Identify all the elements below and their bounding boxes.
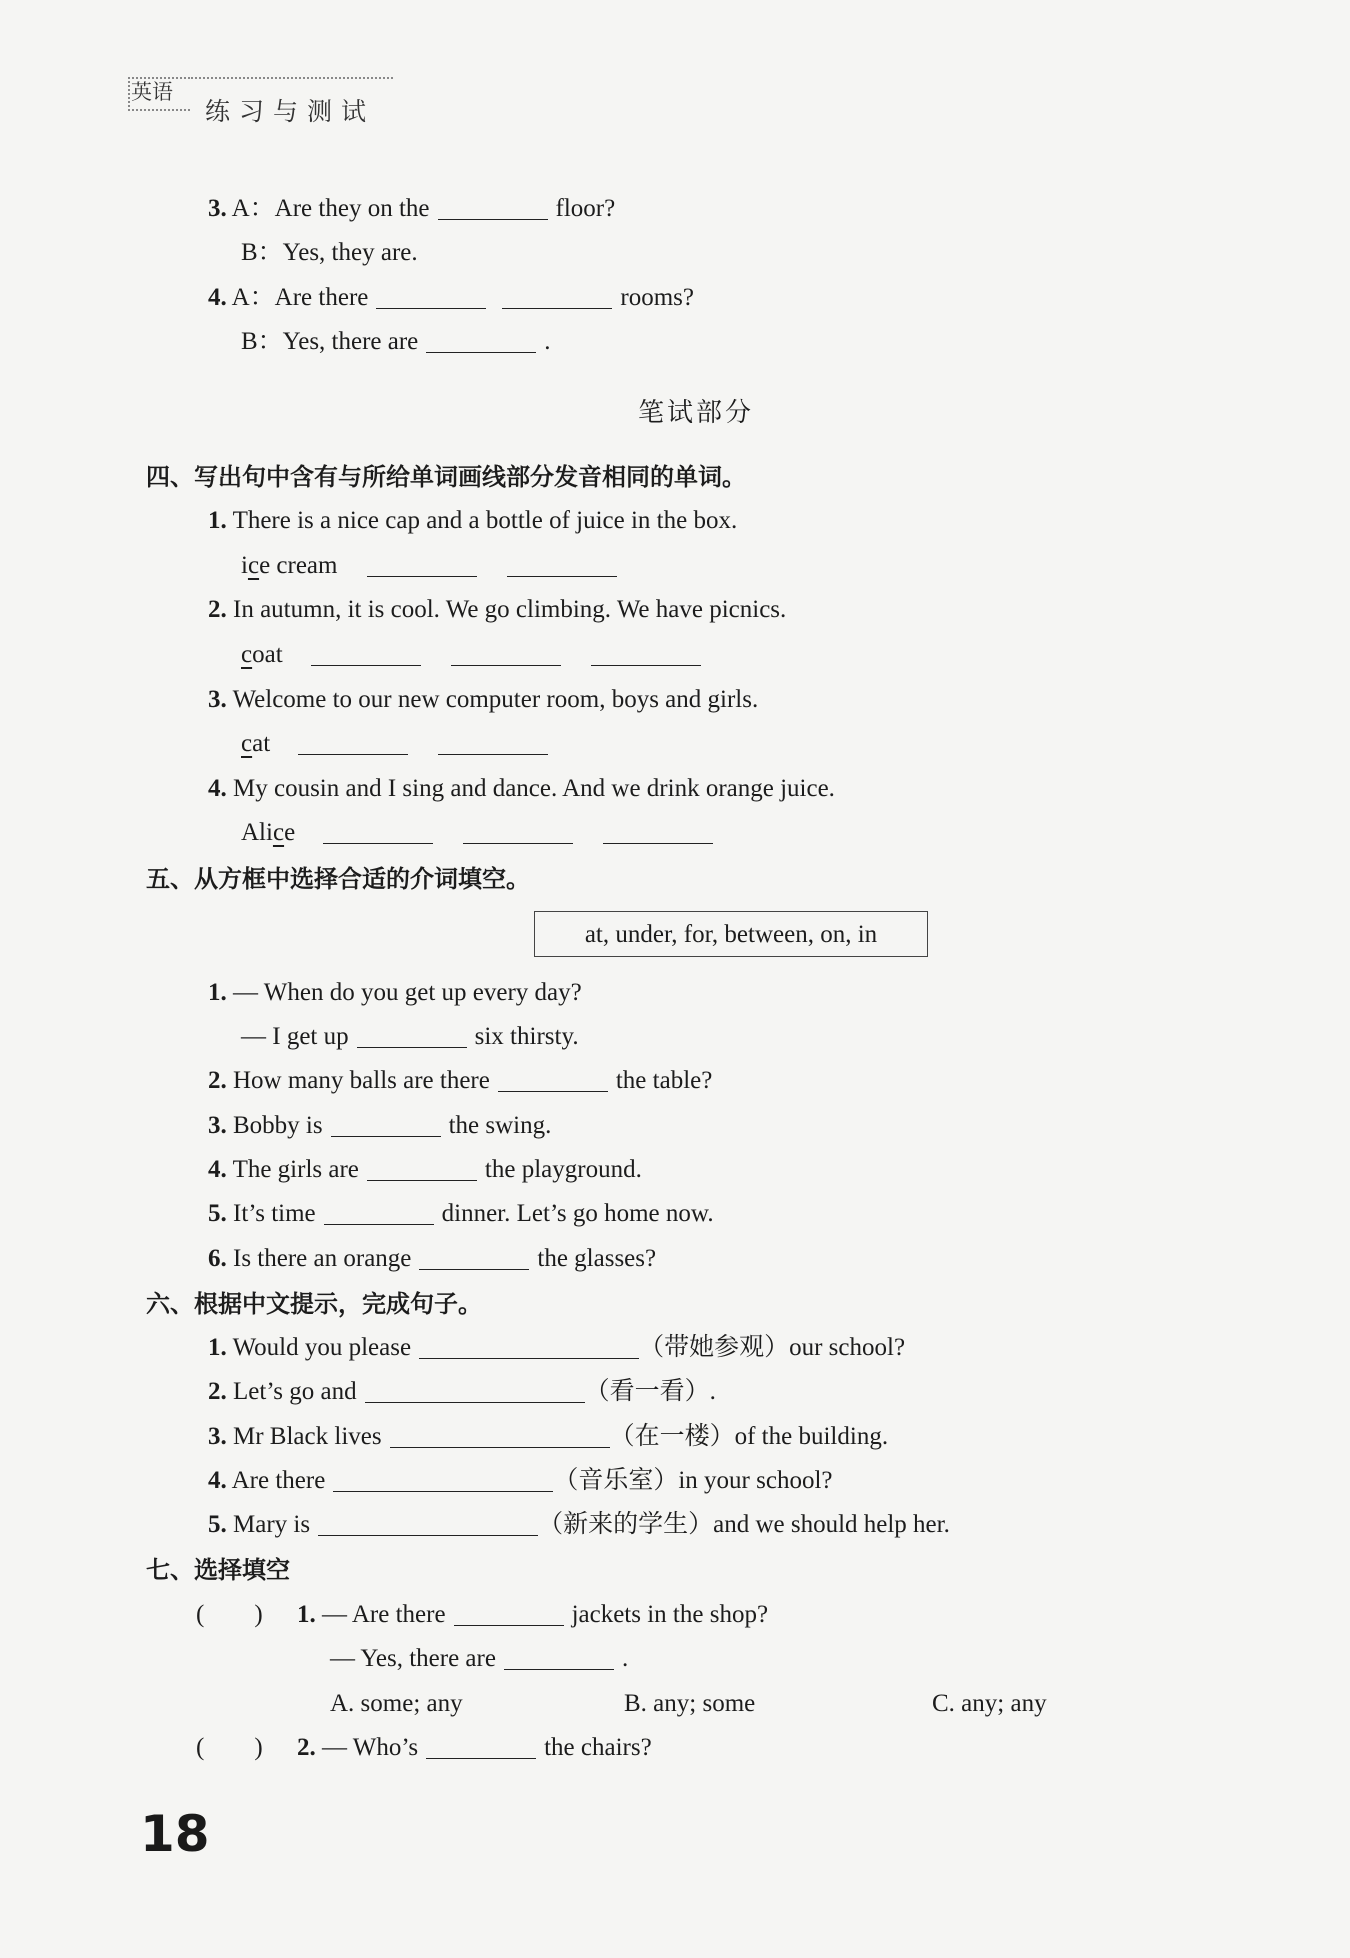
answer-blank[interactable] [367, 1158, 477, 1181]
page-number: 18 [140, 1805, 210, 1863]
answer-blank[interactable] [390, 1425, 610, 1448]
written-section-title: 笔试部分 [638, 398, 755, 428]
answer-blank[interactable] [438, 732, 548, 755]
section-4-heading: 四、写出句中含有与所给单词画线部分发音相同的单词。 [146, 463, 746, 491]
s5-item-1: 1. — When do you get up every day? [208, 979, 582, 1006]
answer-blank[interactable] [323, 821, 433, 844]
s7-item-1-b: — Yes, there are . [330, 1645, 629, 1672]
answer-blank[interactable] [591, 643, 701, 666]
s5-item-4: 4. The girls are the playground. [208, 1156, 642, 1183]
s5-item-2: 2. How many balls are there the table? [208, 1067, 713, 1094]
header-title: 练习与测试 [205, 97, 376, 126]
s7-item-1: 1. — Are there jackets in the shop? [297, 1601, 769, 1628]
answer-blank[interactable] [504, 1647, 614, 1670]
answer-blank[interactable] [451, 643, 561, 666]
s6-item-5: 5. Mary is （新来的学生）and we should help her. [208, 1511, 950, 1538]
answer-blank[interactable] [498, 1069, 608, 1092]
s4-item-2-word: coat [241, 640, 709, 670]
answer-blank[interactable] [331, 1114, 441, 1137]
s4-item-4: 4. My cousin and I sing and dance. And we drink orange juice. [208, 775, 835, 802]
answer-blank[interactable] [298, 732, 408, 755]
answer-blank[interactable] [438, 197, 548, 220]
s6-item-1: 1. Would you please （带她参观）our school? [208, 1334, 906, 1361]
listening-item-4-b: B：Yes, there are . [241, 328, 551, 355]
section-6-heading: 六、根据中文提示，完成句子。 [146, 1290, 482, 1318]
answer-blank[interactable] [367, 554, 477, 577]
listening-item-4: 4. A：Are there rooms? [208, 284, 694, 311]
header-dotted-line [188, 77, 393, 79]
s4-item-2: 2. In autumn, it is cool. We go climbing. We have picnics. [208, 596, 787, 623]
answer-blank[interactable] [365, 1380, 585, 1403]
s5-item-5: 5. It’s time dinner. Let’s go home now. [208, 1200, 714, 1227]
s4-item-4-word: Alice [241, 818, 721, 848]
answer-blank[interactable] [502, 286, 612, 309]
listening-item-3: 3. A：Are they on the floor? [208, 195, 616, 222]
s5-item-6: 6. Is there an orange the glasses? [208, 1245, 657, 1272]
answer-blank[interactable] [311, 643, 421, 666]
s6-item-2: 2. Let’s go and （看一看）. [208, 1378, 716, 1405]
s5-item-3: 3. Bobby is the swing. [208, 1112, 552, 1139]
answer-blank[interactable] [357, 1025, 467, 1048]
answer-blank[interactable] [419, 1247, 529, 1270]
s7-item-2-paren[interactable]: ( ) [196, 1734, 263, 1761]
header-subject: 英语 [131, 80, 173, 104]
answer-blank[interactable] [454, 1603, 564, 1626]
listening-item-3-b: B：Yes, they are. [241, 239, 418, 266]
s4-item-3: 3. Welcome to our new computer room, boys and girls. [208, 686, 759, 713]
answer-blank[interactable] [333, 1469, 553, 1492]
s7-item-2: 2. — Who’s the chairs? [297, 1734, 652, 1761]
answer-blank[interactable] [318, 1513, 538, 1536]
answer-blank[interactable] [507, 554, 617, 577]
s4-item-3-word: cat [241, 729, 556, 759]
answer-blank[interactable] [463, 821, 573, 844]
answer-blank[interactable] [419, 1336, 639, 1359]
s6-item-3: 3. Mr Black lives （在一楼）of the building. [208, 1423, 889, 1450]
s4-item-1-word: ice cream [241, 551, 625, 581]
answer-blank[interactable] [426, 1736, 536, 1759]
section-7-heading: 七、选择填空 [146, 1556, 290, 1584]
answer-blank[interactable] [603, 821, 713, 844]
s7-item-1-paren[interactable]: ( ) [196, 1601, 263, 1628]
s4-item-1: 1. There is a nice cap and a bottle of juice in the box. [208, 507, 738, 534]
s7-item-1-option-a[interactable]: A. some; any [330, 1690, 463, 1717]
section-5-heading: 五、从方框中选择合适的介词填空。 [146, 865, 530, 893]
preposition-word-box: at, under, for, between, on, in [534, 911, 928, 957]
s7-item-1-option-b[interactable]: B. any; some [624, 1690, 756, 1717]
s7-item-1-option-c[interactable]: C. any; any [932, 1690, 1047, 1717]
s6-item-4: 4. Are there （音乐室）in your school? [208, 1467, 833, 1494]
s5-item-1-b: — I get up six thirsty. [241, 1023, 579, 1050]
answer-blank[interactable] [376, 286, 486, 309]
answer-blank[interactable] [426, 330, 536, 353]
answer-blank[interactable] [324, 1202, 434, 1225]
